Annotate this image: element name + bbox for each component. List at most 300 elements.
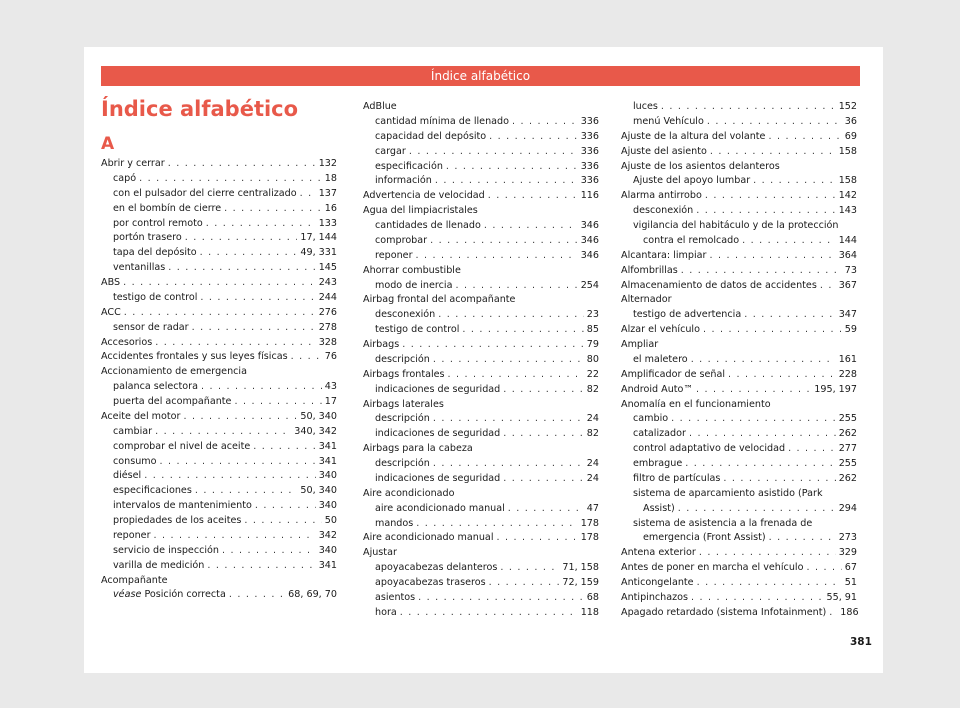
page-ref[interactable]: 36 <box>844 115 857 127</box>
index-term <box>633 442 785 457</box>
dot-leader <box>234 395 321 410</box>
page-ref[interactable]: 82 <box>586 428 599 440</box>
page-ref[interactable]: 255 <box>838 458 857 469</box>
index-term <box>375 234 427 249</box>
index-term <box>113 321 189 336</box>
index-term <box>643 502 675 517</box>
dot-leader <box>696 204 835 219</box>
dot-leader <box>124 306 316 321</box>
index-term <box>633 412 668 427</box>
index-term <box>113 202 221 217</box>
dot-leader <box>691 591 823 606</box>
page-ref[interactable]: 68 <box>586 591 599 603</box>
index-term-text: desconexión <box>633 205 694 217</box>
page-ref[interactable]: 336 <box>580 175 599 187</box>
index-term <box>113 469 141 484</box>
index-entry <box>363 338 599 353</box>
index-term-text: emergencia (Front Assist) <box>643 532 766 544</box>
page-title: Índice alfabético <box>101 97 299 121</box>
index-term-text: Airbags frontales <box>363 368 445 380</box>
index-term-text: descripción <box>375 353 430 365</box>
index-term <box>633 472 720 487</box>
index-term <box>375 323 459 338</box>
dot-leader <box>500 561 559 576</box>
page-ref[interactable]: 158 <box>838 175 857 187</box>
index-entry <box>363 160 599 175</box>
dot-leader <box>192 321 316 336</box>
page-ref[interactable]: 278 <box>318 321 337 333</box>
page-ref[interactable]: 145 <box>318 262 337 274</box>
index-term <box>375 427 500 442</box>
dot-leader <box>744 308 835 323</box>
page-ref[interactable]: 336 <box>580 160 599 172</box>
index-term <box>113 440 250 455</box>
index-term-text: descripción <box>375 458 430 469</box>
dot-leader <box>200 246 298 261</box>
index-entry <box>101 231 337 246</box>
index-term-text: testigo de control <box>375 324 460 336</box>
dot-leader <box>438 308 584 323</box>
page-ref[interactable]: 132 <box>318 158 337 169</box>
index-term <box>375 249 413 264</box>
index-term-text: comprobar <box>375 234 428 246</box>
index-term-text: Alfombrillas <box>621 264 678 276</box>
page-ref[interactable]: 158 <box>838 145 857 157</box>
index-entry <box>363 502 599 517</box>
dot-leader <box>402 338 584 353</box>
index-entry <box>101 410 337 425</box>
index-term-text: indicaciones de seguridad <box>375 383 501 395</box>
index-term-text: servicio de inspección <box>113 544 219 556</box>
page-ref[interactable]: 178 <box>580 532 599 544</box>
index-term-text: Antes de poner en marcha el vehículo <box>621 562 804 574</box>
page-ref[interactable]: 22 <box>586 368 599 380</box>
index-entry <box>621 100 857 115</box>
index-term <box>621 145 707 160</box>
page-ref[interactable]: 116 <box>580 190 599 202</box>
page-ref[interactable]: 273 <box>838 532 857 544</box>
index-term-text: ABS <box>101 277 121 288</box>
page-ref[interactable]: 329 <box>838 547 857 559</box>
index-entry <box>363 606 599 621</box>
page-ref[interactable]: 47 <box>586 502 599 514</box>
index-term-text: modo de inercia <box>375 279 453 291</box>
index-term <box>113 261 165 276</box>
page-ref[interactable]: 51 <box>844 577 857 588</box>
index-entry <box>363 100 599 115</box>
index-term <box>375 606 397 621</box>
page-ref[interactable]: 294 <box>838 502 857 514</box>
page-ref[interactable]: 262 <box>838 472 857 484</box>
dot-leader <box>820 279 836 294</box>
dot-leader <box>742 234 836 249</box>
index-entry <box>363 115 599 130</box>
index-term <box>633 174 750 189</box>
index-entry <box>101 559 337 574</box>
page-ref[interactable]: 85 <box>586 324 599 336</box>
dot-leader <box>435 174 578 189</box>
index-entry <box>363 383 599 398</box>
index-term-text: cambiar <box>113 425 153 437</box>
page-ref[interactable]: 18 <box>324 172 337 184</box>
page-ref[interactable]: 367 <box>838 279 857 291</box>
index-term <box>621 323 700 338</box>
index-term <box>621 130 765 145</box>
dot-leader <box>195 484 298 499</box>
index-term <box>375 160 443 175</box>
index-term <box>113 514 241 529</box>
index-term <box>113 544 219 559</box>
page-ref[interactable]: 137 <box>318 187 337 199</box>
index-heading-text: Anomalía en el funcionamiento <box>621 398 771 410</box>
page-ref[interactable]: 328 <box>318 336 337 348</box>
dot-leader <box>448 368 584 383</box>
dot-leader <box>699 546 836 561</box>
index-term-text: Assist) <box>643 502 675 514</box>
index-entry <box>101 529 337 544</box>
index-term-text: contra el remolcado <box>643 234 740 246</box>
index-heading-text: sistema de aparcamiento asistido (Park <box>633 487 823 499</box>
page-ref[interactable]: 59 <box>844 324 857 336</box>
index-term <box>101 306 121 321</box>
page-ref[interactable]: 347 <box>838 309 857 321</box>
index-term-text: control adaptativo de velocidad <box>633 443 786 455</box>
dot-leader <box>255 499 316 514</box>
index-term-text: capacidad del depósito <box>375 130 487 142</box>
index-entry <box>621 591 857 606</box>
index-term-text: menú Vehículo <box>633 115 704 127</box>
dot-leader <box>168 261 315 276</box>
index-entry <box>101 291 337 306</box>
index-entry <box>101 172 337 187</box>
page-ref[interactable]: 336 <box>580 145 599 157</box>
page-ref[interactable]: 118 <box>580 606 599 618</box>
dot-leader <box>703 323 842 338</box>
page-ref[interactable]: 24 <box>586 413 599 425</box>
dot-leader <box>496 531 577 546</box>
index-term-text: apoyacabezas traseros <box>375 577 486 588</box>
page-ref[interactable]: 336 <box>580 115 599 127</box>
index-entry <box>621 487 857 502</box>
dot-leader <box>512 115 578 130</box>
page-ref[interactable]: 69 <box>844 130 857 142</box>
index-term-text: testigo de control <box>113 291 198 303</box>
index-entry <box>363 517 599 532</box>
page-ref[interactable]: 276 <box>318 306 337 318</box>
dot-leader <box>433 353 584 368</box>
index-term-text: indicaciones de seguridad <box>375 472 501 484</box>
dot-leader <box>696 383 811 398</box>
index-term <box>101 410 180 425</box>
page-ref[interactable]: 340 <box>318 470 337 482</box>
index-term-text: asientos <box>375 591 416 603</box>
dot-leader <box>433 412 584 427</box>
index-entry <box>363 234 599 249</box>
dot-leader <box>788 442 836 457</box>
dot-leader <box>723 472 835 487</box>
page-ref[interactable]: 72, 159 <box>562 577 599 588</box>
index-entry <box>621 353 857 368</box>
index-term-text: testigo de advertencia <box>633 309 742 321</box>
page-ref[interactable]: 144 <box>838 234 857 246</box>
index-term <box>621 189 702 204</box>
index-heading-text: vigilancia del habitáculo y de la protección <box>633 220 839 231</box>
index-term-text: Android Auto™ <box>621 383 694 395</box>
dot-leader <box>671 412 836 427</box>
index-term-text: cargar <box>375 145 406 157</box>
index-term-text: catalizador <box>633 428 686 440</box>
index-term-text: diésel <box>113 470 142 482</box>
index-entry <box>363 457 599 472</box>
dot-leader <box>709 249 835 264</box>
index-column-1 <box>101 157 337 603</box>
index-entry <box>621 561 857 576</box>
index-term <box>113 231 182 246</box>
index-entry <box>363 412 599 427</box>
dot-leader <box>253 440 315 455</box>
index-term-text: aire acondicionado manual <box>375 502 505 514</box>
index-entry <box>101 321 337 336</box>
page-ref[interactable]: 342 <box>318 529 337 541</box>
index-term-text: varilla de medición <box>113 559 205 571</box>
index-entry <box>101 425 337 440</box>
index-term-text: información <box>375 175 432 187</box>
page-ref[interactable]: 228 <box>838 368 857 380</box>
index-entry <box>621 234 857 249</box>
index-term-text: portón trasero <box>113 232 182 244</box>
page-ref[interactable]: 195, 197 <box>814 383 857 395</box>
page-ref[interactable]: 244 <box>318 291 337 303</box>
page-ref[interactable]: 255 <box>838 413 857 425</box>
page-ref[interactable]: 364 <box>838 249 857 261</box>
dot-leader <box>806 561 841 576</box>
index-term-text: Apagado retardado (sistema Infotainment) <box>621 606 827 618</box>
index-heading-text: Ajustar <box>363 547 397 559</box>
page-ref[interactable]: 50 <box>324 515 337 526</box>
index-entry <box>101 395 337 410</box>
index-heading-text: Airbags laterales <box>363 398 444 410</box>
dot-leader <box>168 157 316 172</box>
page-ref[interactable]: 336 <box>580 130 599 142</box>
index-term-text: mandos <box>375 517 414 529</box>
index-entry <box>621 115 857 130</box>
index-term-text: luces <box>633 101 658 112</box>
page-ref[interactable]: 142 <box>838 190 857 202</box>
index-entry <box>363 576 599 591</box>
index-term <box>621 383 693 398</box>
page-ref[interactable]: 49, 331 <box>300 247 337 259</box>
index-term <box>375 174 432 189</box>
index-term-text: capó <box>113 172 137 184</box>
index-term <box>375 219 481 234</box>
page-ref[interactable]: 17 <box>324 396 337 407</box>
index-entry <box>621 279 857 294</box>
dot-leader <box>508 502 584 517</box>
index-term-text: Aire acondicionado manual <box>363 532 494 544</box>
page-ref[interactable]: 346 <box>580 249 599 261</box>
index-term <box>621 279 817 294</box>
index-column-3 <box>621 100 857 621</box>
index-term <box>375 145 406 160</box>
index-term <box>113 559 204 574</box>
index-term-text: Alcantara: limpiar <box>621 249 707 261</box>
page-ref[interactable]: 340, 342 <box>294 425 337 437</box>
index-entry <box>621 576 857 591</box>
index-entry <box>101 276 337 291</box>
page-ref[interactable]: 24 <box>586 458 599 469</box>
dot-leader <box>691 353 836 368</box>
index-term <box>101 336 152 351</box>
index-term-text: cantidades de llenado <box>375 220 481 231</box>
page-ref[interactable]: 254 <box>580 279 599 291</box>
index-entry <box>101 469 337 484</box>
dot-leader <box>416 517 577 532</box>
index-term <box>621 591 688 606</box>
index-entry <box>101 306 337 321</box>
index-term-text: cantidad mínima de llenado <box>375 115 509 127</box>
index-entry <box>621 338 857 353</box>
index-entry <box>363 531 599 546</box>
page-ref[interactable]: 76 <box>324 351 337 363</box>
page-ref[interactable]: 340 <box>318 500 337 512</box>
page-ref[interactable]: 178 <box>580 517 599 529</box>
index-term-text: embrague <box>633 458 683 469</box>
index-entry <box>101 365 337 380</box>
index-term-text: Ajuste del asiento <box>621 145 707 157</box>
dot-leader <box>418 591 584 606</box>
page-ref[interactable]: 43 <box>324 381 337 393</box>
index-entry <box>363 561 599 576</box>
index-term <box>643 234 739 249</box>
page-ref[interactable]: 50, 340 <box>300 410 337 422</box>
page-ref[interactable]: 23 <box>586 309 599 321</box>
index-term-text: consumo <box>113 455 157 467</box>
page-ref[interactable]: 55, 91 <box>826 591 857 603</box>
page-ref[interactable]: 50, 340 <box>300 485 337 497</box>
index-term <box>621 546 696 561</box>
dot-leader <box>206 217 316 232</box>
index-entry <box>621 249 857 264</box>
index-term-text: puerta del acompañante <box>113 396 232 407</box>
dot-leader <box>183 410 297 425</box>
dot-leader <box>185 231 298 246</box>
index-term <box>375 472 500 487</box>
index-entry <box>621 442 857 457</box>
index-term <box>101 276 120 291</box>
index-term-text: Ajuste de la altura del volante <box>621 130 766 142</box>
index-term <box>375 353 430 368</box>
dot-leader <box>160 455 316 470</box>
index-term <box>113 246 197 261</box>
page-ref[interactable]: 24 <box>586 472 599 484</box>
page-ref[interactable]: 152 <box>838 101 857 112</box>
page-ref[interactable]: 341 <box>318 440 337 452</box>
dot-leader <box>244 514 321 529</box>
page-ref[interactable]: 80 <box>586 353 599 365</box>
index-heading-text: Agua del limpiacristales <box>363 205 478 217</box>
index-term <box>113 499 252 514</box>
index-entry <box>621 160 857 175</box>
page-ref[interactable]: 340 <box>318 544 337 556</box>
index-term <box>113 425 152 440</box>
page-ref[interactable]: 133 <box>318 217 337 229</box>
dot-leader <box>697 576 842 591</box>
index-term-text: especificación <box>375 160 443 172</box>
index-heading-text: Accionamiento de emergencia <box>101 366 247 378</box>
dot-leader <box>661 100 836 115</box>
page-ref[interactable]: 143 <box>838 205 857 217</box>
index-term <box>375 517 413 532</box>
index-term <box>375 457 430 472</box>
index-term <box>621 561 803 576</box>
index-term-text: Airbags <box>363 339 400 350</box>
page-ref[interactable]: 16 <box>324 202 337 214</box>
page-ref[interactable]: 68, 69, 70 <box>288 589 337 601</box>
page-ref[interactable]: 71, 158 <box>562 562 599 574</box>
dot-leader <box>200 291 315 306</box>
index-entry <box>363 591 599 606</box>
page-ref[interactable]: 277 <box>838 443 857 455</box>
index-term <box>621 249 706 264</box>
index-term <box>113 484 192 499</box>
index-entry <box>101 336 337 351</box>
index-heading-text: Ajuste de los asientos delanteros <box>621 160 780 172</box>
page-ref[interactable]: 73 <box>844 264 857 276</box>
page-ref[interactable]: 186 <box>840 606 859 618</box>
page-ref[interactable]: 161 <box>838 353 857 365</box>
dot-leader <box>753 174 836 189</box>
index-entry <box>363 174 599 189</box>
dot-leader <box>300 187 316 202</box>
index-entry <box>101 588 337 603</box>
page-ref[interactable]: 346 <box>580 234 599 246</box>
index-entry <box>363 353 599 368</box>
page-ref[interactable]: 346 <box>580 220 599 231</box>
page-ref[interactable]: 341 <box>318 455 337 467</box>
index-term <box>375 576 486 591</box>
index-term <box>101 157 165 172</box>
dot-leader <box>229 588 285 603</box>
dot-leader <box>139 172 322 187</box>
section-letter: A <box>101 134 115 154</box>
index-entry <box>363 204 599 219</box>
index-entry <box>621 606 857 621</box>
index-entry <box>363 145 599 160</box>
dot-leader <box>291 350 322 365</box>
index-term <box>113 291 197 306</box>
page-ref[interactable]: 82 <box>586 383 599 395</box>
dot-leader <box>155 336 315 351</box>
index-entry <box>101 157 337 172</box>
dot-leader <box>201 380 322 395</box>
index-entry <box>621 546 857 561</box>
index-entry <box>621 457 857 472</box>
page-ref[interactable]: 79 <box>586 339 599 350</box>
index-term-text: Alarma antirrobo <box>621 190 702 202</box>
index-term <box>375 383 500 398</box>
index-term-text: el maletero <box>633 353 688 365</box>
page-ref[interactable]: 262 <box>838 428 857 440</box>
dot-leader <box>400 606 578 621</box>
index-entry <box>363 427 599 442</box>
index-term <box>113 395 231 410</box>
page-ref[interactable]: 243 <box>318 277 337 288</box>
index-heading-text: Aire acondicionado <box>363 487 455 499</box>
page-ref[interactable]: 17, 144 <box>300 232 337 244</box>
page-ref[interactable]: 67 <box>844 562 857 574</box>
page-ref[interactable]: 341 <box>318 559 337 571</box>
dot-leader <box>689 427 836 442</box>
